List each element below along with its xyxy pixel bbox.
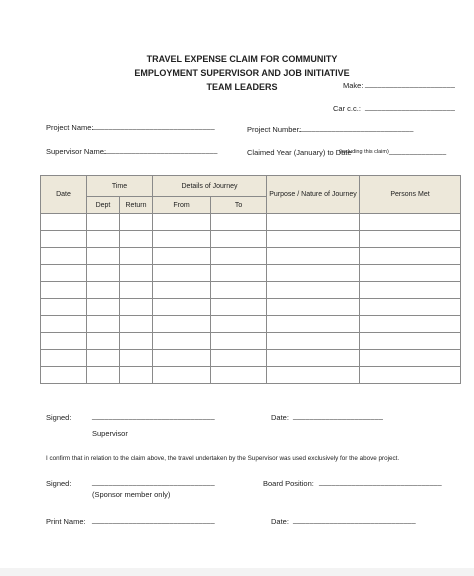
- cell-to[interactable]: [211, 214, 267, 231]
- cell-return[interactable]: [120, 265, 153, 282]
- project-number-field[interactable]: ____________________________: [299, 125, 414, 132]
- cell-return[interactable]: [120, 333, 153, 350]
- date-label: Date:: [271, 413, 289, 422]
- sponsor-caption: (Sponsor member only): [92, 490, 171, 499]
- cell-date[interactable]: [41, 367, 87, 384]
- cell-return[interactable]: [120, 282, 153, 299]
- header-purpose: Purpose / Nature of Journey: [267, 176, 360, 214]
- cell-return[interactable]: [120, 248, 153, 265]
- cell-to[interactable]: [211, 231, 267, 248]
- cell-purpose[interactable]: [267, 282, 360, 299]
- cell-purpose[interactable]: [267, 333, 360, 350]
- signed-field[interactable]: ______________________________: [92, 413, 215, 420]
- cell-from[interactable]: [153, 367, 211, 384]
- cell-return[interactable]: [120, 316, 153, 333]
- print-name-label: Print Name:: [46, 517, 86, 526]
- table-row: [41, 299, 461, 316]
- claimed-year-label: Claimed Year (January) to Date: [247, 148, 352, 157]
- cell-persons-met[interactable]: [360, 231, 461, 248]
- signed-label: Signed:: [46, 413, 72, 422]
- cell-persons-met[interactable]: [360, 248, 461, 265]
- table-row: [41, 333, 461, 350]
- cell-from[interactable]: [153, 265, 211, 282]
- project-number-label: Project Number:: [247, 125, 302, 134]
- cell-to[interactable]: [211, 350, 267, 367]
- cell-purpose[interactable]: [267, 248, 360, 265]
- header-details: Details of Journey: [153, 176, 267, 197]
- header-date: Date: [41, 176, 87, 214]
- date-sponsor-label: Date:: [271, 517, 289, 526]
- cell-purpose[interactable]: [267, 231, 360, 248]
- confirmation-text: I confirm that in relation to the claim above, the travel undertaken by the Supervisor was used exclusively for the above project.: [46, 455, 400, 462]
- table-row: [41, 316, 461, 333]
- cell-dept[interactable]: [87, 214, 120, 231]
- cell-persons-met[interactable]: [360, 214, 461, 231]
- make-field[interactable]: ______________________: [365, 81, 456, 88]
- cell-return[interactable]: [120, 231, 153, 248]
- table-row: [41, 282, 461, 299]
- table-row: [41, 214, 461, 231]
- cell-to[interactable]: [211, 367, 267, 384]
- project-name-field[interactable]: ______________________________: [92, 123, 215, 130]
- cell-date[interactable]: [41, 231, 87, 248]
- cell-to[interactable]: [211, 248, 267, 265]
- claimed-year-field[interactable]: ______________: [389, 148, 447, 155]
- cell-return[interactable]: [120, 367, 153, 384]
- cell-dept[interactable]: [87, 316, 120, 333]
- cell-purpose[interactable]: [267, 316, 360, 333]
- cell-date[interactable]: [41, 350, 87, 367]
- journey-table: [40, 175, 461, 384]
- cell-from[interactable]: [153, 282, 211, 299]
- cell-from[interactable]: [153, 248, 211, 265]
- table-row: [41, 231, 461, 248]
- header-to: To: [211, 197, 267, 214]
- car-cc-field[interactable]: ______________________: [365, 104, 456, 111]
- cell-date[interactable]: [41, 282, 87, 299]
- cell-persons-met[interactable]: [360, 282, 461, 299]
- claimed-year-note: (including this claim): [339, 149, 389, 155]
- cell-dept[interactable]: [87, 265, 120, 282]
- cell-persons-met[interactable]: [360, 299, 461, 316]
- cell-purpose[interactable]: [267, 350, 360, 367]
- cell-persons-met[interactable]: [360, 367, 461, 384]
- cell-date[interactable]: [41, 299, 87, 316]
- header-dept: Dept: [87, 197, 120, 214]
- form-title-line-3: TEAM LEADERS: [206, 82, 278, 92]
- cell-from[interactable]: [153, 214, 211, 231]
- cell-dept[interactable]: [87, 248, 120, 265]
- cell-to[interactable]: [211, 299, 267, 316]
- header-from: From: [153, 197, 211, 214]
- page-bottom-bar: [0, 568, 474, 576]
- date-field[interactable]: ______________________: [293, 413, 384, 420]
- cell-dept[interactable]: [87, 282, 120, 299]
- cell-purpose[interactable]: [267, 265, 360, 282]
- supervisor-name-field[interactable]: ____________________________: [103, 147, 218, 154]
- board-position-label: Board Position:: [263, 479, 314, 488]
- cell-to[interactable]: [211, 316, 267, 333]
- header-time: Time: [87, 176, 153, 197]
- cell-from[interactable]: [153, 299, 211, 316]
- cell-persons-met[interactable]: [360, 350, 461, 367]
- cell-from[interactable]: [153, 231, 211, 248]
- cell-dept[interactable]: [87, 333, 120, 350]
- form-title-line-1: TRAVEL EXPENSE CLAIM FOR COMMUNITY: [146, 54, 338, 64]
- signed-sponsor-field[interactable]: ______________________________: [92, 479, 215, 486]
- table-row: [41, 248, 461, 265]
- cell-purpose[interactable]: [267, 214, 360, 231]
- cell-persons-met[interactable]: [360, 265, 461, 282]
- project-name-label: Project Name:: [46, 123, 94, 132]
- cell-return[interactable]: [120, 350, 153, 367]
- make-label: Make:: [343, 81, 364, 90]
- cell-date[interactable]: [41, 333, 87, 350]
- form-title-line-2: EMPLOYMENT SUPERVISOR AND JOB INITIATIVE: [134, 68, 350, 78]
- cell-return[interactable]: [120, 299, 153, 316]
- cell-to[interactable]: [211, 333, 267, 350]
- cell-purpose[interactable]: [267, 367, 360, 384]
- cell-from[interactable]: [153, 316, 211, 333]
- date-sponsor-field[interactable]: ______________________________: [293, 517, 416, 524]
- cell-persons-met[interactable]: [360, 316, 461, 333]
- cell-dept[interactable]: [87, 231, 120, 248]
- table-row: [41, 265, 461, 282]
- cell-to[interactable]: [211, 265, 267, 282]
- cell-date[interactable]: [41, 248, 87, 265]
- supervisor-name-label: Supervisor Name:: [46, 147, 107, 156]
- cell-dept[interactable]: [87, 299, 120, 316]
- car-cc-label: Car c.c.:: [333, 104, 361, 113]
- supervisor-caption: Supervisor: [92, 429, 128, 438]
- cell-dept[interactable]: [87, 350, 120, 367]
- signed-sponsor-label: Signed:: [46, 479, 72, 488]
- cell-date[interactable]: [41, 214, 87, 231]
- cell-date[interactable]: [41, 265, 87, 282]
- header-return: Return: [120, 197, 153, 214]
- cell-return[interactable]: [120, 214, 153, 231]
- table-row: [41, 367, 461, 384]
- cell-purpose[interactable]: [267, 299, 360, 316]
- print-name-field[interactable]: ______________________________: [92, 517, 215, 524]
- header-persons-met: Persons Met: [360, 176, 461, 214]
- cell-persons-met[interactable]: [360, 333, 461, 350]
- cell-to[interactable]: [211, 282, 267, 299]
- cell-from[interactable]: [153, 333, 211, 350]
- cell-from[interactable]: [153, 350, 211, 367]
- table-row: [41, 350, 461, 367]
- cell-dept[interactable]: [87, 367, 120, 384]
- board-position-field[interactable]: ______________________________: [319, 479, 442, 486]
- cell-date[interactable]: [41, 316, 87, 333]
